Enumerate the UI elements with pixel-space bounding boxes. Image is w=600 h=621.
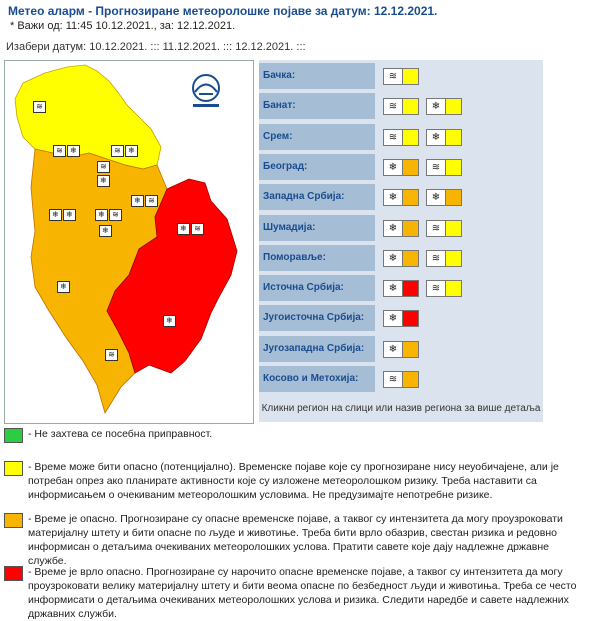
snow-icon: ❄: [57, 281, 70, 293]
warning-level: [402, 130, 418, 145]
region-row[interactable]: [259, 124, 543, 150]
wind-icon: ≋: [388, 131, 398, 143]
region-row[interactable]: [259, 336, 543, 362]
date-separator: :::: [296, 41, 306, 53]
validity-text: * Важи од: 11:45 10.12.2021., за: 12.12.2021.: [10, 20, 236, 32]
wind-icon: ≋: [109, 209, 122, 221]
region-name[interactable]: Косово и Метохија:: [259, 366, 375, 392]
wind-icon: ≋: [388, 374, 398, 385]
snow-icon: ❄: [163, 315, 176, 327]
warning-level: [445, 99, 461, 114]
warning-level: [402, 281, 418, 296]
warning-cell: [426, 159, 462, 176]
warning-cell: [383, 189, 419, 206]
region-name[interactable]: Београд:: [259, 154, 375, 180]
warning-level: [445, 251, 461, 266]
wind-icon: ≋: [145, 195, 158, 207]
region-row[interactable]: [259, 63, 543, 89]
date-picker: [6, 41, 306, 53]
warning-level: [445, 190, 461, 205]
warning-cell: [426, 280, 462, 297]
date-link-3[interactable]: 12.12.2021.: [235, 41, 294, 53]
snow-icon: ❄: [49, 209, 62, 221]
legend-swatch: [4, 566, 23, 581]
region-name[interactable]: Југозападна Србија:: [259, 336, 375, 362]
date-link-1[interactable]: 10.12.2021.: [89, 41, 148, 53]
snow-icon: ❄: [67, 145, 80, 157]
wind-icon: ≋: [111, 145, 124, 157]
legend-text: - Време може бити опасно (потенцијално). Временске појаве које су прогнозиране нису неуобичајене, али је потребан опрез ако планирате активности које су изложене метеоролошком ризику. Треба наставити са информисањем о очекиваним метеоролошким условима. Не предузимајте непотребне ризике.: [28, 461, 559, 501]
warning-level: [445, 221, 461, 236]
wind-icon: ≋: [431, 283, 441, 295]
region-name[interactable]: Источна Србија:: [259, 275, 375, 301]
legend-swatch: [4, 513, 23, 528]
region-name[interactable]: Западна Србија:: [259, 184, 375, 210]
snow-icon: ❄: [431, 131, 441, 143]
snow-icon: ❄: [388, 313, 398, 325]
legend-swatch: [4, 428, 23, 443]
wind-icon: ≋: [53, 145, 66, 157]
wind-icon: ≋: [97, 161, 110, 173]
wind-icon: ≋: [431, 161, 441, 173]
wind-icon: ≋: [388, 71, 398, 82]
region-row[interactable]: [259, 245, 543, 271]
warning-level: [445, 281, 461, 296]
legend-text: - Не захтева се посебна приправност.: [28, 428, 213, 440]
wind-icon: ≋: [191, 223, 204, 235]
region-row[interactable]: [259, 305, 543, 331]
page-title: Метео аларм - Прогнозиране метеоролошке појаве за датум: 12.12.2021.: [8, 4, 438, 18]
warning-level: [402, 99, 418, 114]
snow-icon: ❄: [99, 225, 112, 237]
warning-level: [402, 342, 418, 357]
warning-cell: [383, 129, 419, 146]
wind-icon: ≋: [388, 101, 398, 113]
date-separator: :::: [150, 41, 160, 53]
region-name[interactable]: Поморавље:: [259, 245, 375, 271]
region-name[interactable]: Бачка:: [259, 63, 375, 89]
warning-cell: [383, 220, 419, 237]
snow-icon: ❄: [97, 175, 110, 187]
region-name[interactable]: Срем:: [259, 124, 375, 150]
region-row[interactable]: [259, 366, 543, 392]
warning-cell: [383, 280, 419, 297]
date-separator: :::: [222, 41, 233, 53]
warning-cell: [383, 159, 419, 176]
date-link-2[interactable]: 11.12.2021.: [162, 41, 220, 53]
legend-text: - Време је врло опасно. Прогнозиране су нарочито опасне временске појаве, а таквог су интензитета да могу проузроковати велику материјалну штету и бити веома опасне по безбедност људи и животиња. Треба се често информисати о детаљима очекиваних метеоролошких услова и ризика. Следити наредбе и савете надлежних државних служби.: [28, 566, 577, 620]
warning-cell: [383, 68, 419, 85]
date-picker-label: Изабери датум:: [6, 41, 87, 53]
warning-level: [402, 190, 418, 205]
regions-table: [259, 60, 543, 422]
snow-icon: ❄: [388, 343, 398, 355]
wind-icon: ≋: [431, 222, 441, 234]
warning-cell: [426, 220, 462, 237]
warning-level: [402, 69, 418, 84]
snow-icon: ❄: [431, 101, 441, 113]
region-row[interactable]: [259, 93, 543, 119]
snow-icon: ❄: [388, 222, 398, 234]
wind-icon: ≋: [105, 349, 118, 361]
snow-icon: ❄: [177, 223, 190, 235]
region-row[interactable]: [259, 215, 543, 241]
warning-cell: [383, 341, 419, 358]
snow-icon: ❄: [388, 192, 398, 204]
legend-swatch: [4, 461, 23, 476]
map-hint: Кликни регион на слици или назив региона за више детаља: [261, 403, 541, 414]
snow-icon: ❄: [431, 192, 441, 204]
snow-icon: ❄: [388, 252, 398, 264]
warning-level: [402, 311, 418, 326]
warning-level: [402, 251, 418, 266]
warning-cell: [383, 310, 419, 327]
snow-icon: ❄: [388, 161, 398, 173]
snow-icon: ❄: [95, 209, 108, 221]
snow-icon: ❄: [63, 209, 76, 221]
warning-level: [445, 160, 461, 175]
snow-icon: ❄: [131, 195, 144, 207]
region-name[interactable]: Банат:: [259, 93, 375, 119]
warning-cell: [383, 98, 419, 115]
rhmz-logo: [185, 73, 227, 109]
wind-icon: ≋: [431, 252, 441, 264]
warning-cell: [383, 250, 419, 267]
warning-level: [445, 130, 461, 145]
warning-cell: [426, 250, 462, 267]
region-name[interactable]: Југоисточна Србија:: [259, 305, 375, 331]
warning-level: [402, 221, 418, 236]
region-name[interactable]: Шумадија:: [259, 215, 375, 241]
region-row[interactable]: [259, 184, 543, 210]
snow-icon: ❄: [125, 145, 138, 157]
warning-level: [402, 160, 418, 175]
wind-icon: ≋: [33, 101, 46, 113]
warning-cell: [426, 189, 462, 206]
warning-cell: [426, 129, 462, 146]
legend-text: - Време је опасно. Прогнозиране су опасне временске појаве, а таквог су интензитета да могу проузроковати материјалну штету и бити опасне по људе и животиње. Треба бити врло обазрив, свестан ризика и редовно информисан о детаљима очекиваних метеоролошких услова. Пратити савете које дају надлежне државне службе.: [28, 513, 563, 567]
snow-icon: ❄: [388, 283, 398, 295]
serbia-map: [4, 60, 254, 424]
warning-level: [402, 372, 418, 387]
region-row[interactable]: [259, 154, 543, 180]
warning-cell: [383, 371, 419, 388]
region-row[interactable]: [259, 275, 543, 301]
warning-cell: [426, 98, 462, 115]
